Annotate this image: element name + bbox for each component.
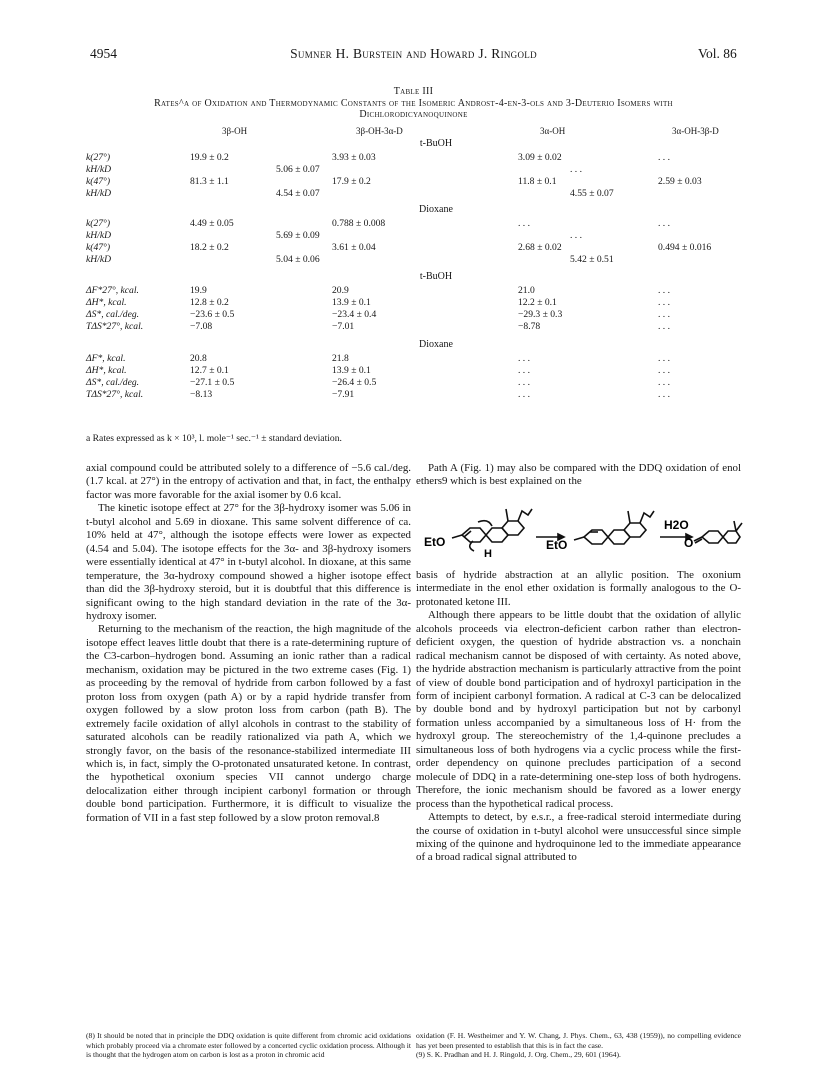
left-column (86, 462, 411, 825)
hydrogen-label: H (484, 548, 492, 560)
table-cell: . . . (518, 353, 530, 364)
table-caption-line1: Rates^a of Oxidation and Thermodynamic Constants of the Isomeric Androst-4-en-3-ols and 3-Deuterio Isomers with (154, 98, 673, 109)
table-row (86, 152, 786, 164)
table-cell: 0.788 ± 0.008 (332, 218, 386, 229)
table-cell: −8.78 (518, 321, 541, 332)
reaction-scheme (418, 497, 743, 569)
row-label: ΔF*27°, kcal. (86, 285, 139, 296)
table-cell: 21.8 (332, 353, 349, 364)
table-cell: −23.4 ± 0.4 (332, 309, 377, 320)
table-cell: 2.59 ± 0.03 (658, 176, 702, 187)
table-row (86, 254, 786, 266)
paragraph: Although there appears to be little doubt that the oxidation of allylic alcohols proceeds via electron-deficient carbon rather than electron-deficient oxygen, the question of hydride abstraction vs. a nonchain radical mechanism cannot be disposed of with certainty. As noted above, the hydride abstraction mechanism is particularly attractive from the point of view of double bond participation and of hydroxyl participation in the form of incipient carbonyl formation. A radical at C-3 can be delocalized by double bond and by hydroxyl participation but not by carbonyl formation unless accompanied by a simultaneous loss of H· from the hydroxyl group. The stereochemistry of the 1,4-quinone precludes a simultaneous loss of both hydrogens via a cyclic process while the first-order dependency on quinone precludes participation of a second molecule of DDQ in a rate-determining one-step loss of both hydrogens. Therefore, the ionic mechanism should be favored as a lower energy process than the hypothetical radical process. (416, 609, 741, 810)
table-cell: 13.9 ± 0.1 (332, 297, 371, 308)
row-label: TΔS*27°, kcal. (86, 389, 144, 400)
page-number: 4954 (90, 46, 117, 61)
table-cell: . . . (658, 353, 670, 364)
footnote: oxidation (F. H. Westheimer and Y. W. Chang, J. Phys. Chem., 63, 438 (1959)), no compelling evidence has yet been presented to establish that this is in fact the case. (416, 1031, 741, 1050)
table-cell: . . . (658, 365, 670, 376)
table-cell: 4.49 ± 0.05 (190, 218, 234, 229)
row-label: ΔS*, cal./deg. (86, 309, 140, 320)
table-cell: . . . (658, 152, 670, 163)
solvent-heading: Dioxane (419, 339, 453, 350)
paragraph: axial compound could be attributed solely to a difference of −5.6 cal./deg. (1.7 kcal. at 27°) in the entropy of activation and that, in fact, the enthalpy factor was more favorable for the axial isomer by 0.6 kcal. (86, 462, 411, 501)
row-label: k(47°) (86, 242, 111, 253)
isotope-ratio-cell: 5.69 ± 0.09 (276, 230, 320, 241)
table-cell: . . . (518, 365, 530, 376)
solvent-heading: t-BuOH (419, 138, 453, 149)
solvent-heading: t-BuOH (419, 271, 453, 282)
paragraph: Attempts to detect, by e.s.r., a free-radical steroid intermediate during the course of oxidation in t-butyl alcohol were unsuccessful since simple mixing of the quinone and hydroquinone led to the immediate appearance of a broad radical signal attributed to (416, 811, 741, 864)
table-cell: −27.1 ± 0.5 (190, 377, 235, 388)
eto-label-right: EtO (546, 538, 568, 552)
row-label: kH/kD (86, 188, 112, 199)
row-label: k(47°) (86, 176, 111, 187)
solvent-heading: Dioxane (419, 204, 453, 215)
isotope-ratio-cell: 4.55 ± 0.07 (570, 188, 614, 199)
table-label: Table III (393, 86, 434, 97)
table-cell: 17.9 ± 0.2 (332, 176, 371, 187)
table-cell: −29.3 ± 0.3 (518, 309, 563, 320)
row-label: k(27°) (86, 152, 111, 163)
table-row (86, 321, 786, 333)
row-label: kH/kD (86, 254, 112, 265)
table-cell: 3.61 ± 0.04 (332, 242, 376, 253)
row-label: ΔF*, kcal. (86, 353, 126, 364)
table-row (86, 377, 786, 389)
table-cell: −7.91 (332, 389, 355, 400)
table-row (86, 365, 786, 377)
table-cell: . . . (518, 218, 530, 229)
table-cell: −26.4 ± 0.5 (332, 377, 377, 388)
isotope-ratio-cell: 5.06 ± 0.07 (276, 164, 320, 175)
table-cell: . . . (658, 377, 670, 388)
isotope-ratio-cell: . . . (570, 164, 582, 175)
table-row (86, 164, 786, 176)
table-cell: 12.8 ± 0.2 (190, 297, 229, 308)
table-cell: . . . (518, 377, 530, 388)
isotope-ratio-cell: 4.54 ± 0.07 (276, 188, 320, 199)
ketone-oxygen-label: O (684, 536, 694, 550)
table-cell: . . . (518, 389, 530, 400)
table-cell: . . . (658, 218, 670, 229)
table-cell: . . . (658, 321, 670, 332)
table-footnote: a Rates expressed as k × 10³, l. mole⁻¹ sec.⁻¹ ± standard deviation. (86, 433, 342, 444)
table-cell: 3.09 ± 0.02 (518, 152, 562, 163)
table-caption-line2: Dichlorodicyanoquinone (359, 109, 468, 120)
footnote: (9) S. K. Pradhan and H. J. Ringold, J. Org. Chem., 29, 601 (1964). (416, 1050, 621, 1059)
eto-label-left: EtO (424, 535, 446, 549)
table-cell: −8.13 (190, 389, 213, 400)
table-cell: . . . (658, 389, 670, 400)
table-row (86, 188, 786, 200)
table-row (86, 176, 786, 188)
table-cell: 2.68 ± 0.02 (518, 242, 562, 253)
table-cell: 18.2 ± 0.2 (190, 242, 229, 253)
table-cell: 19.9 (190, 285, 207, 296)
row-label: ΔH*, kcal. (86, 297, 127, 308)
table-cell: 20.8 (190, 353, 207, 364)
paragraph: Returning to the mechanism of the reaction, the high magnitude of the isotope effect leaves little doubt that there is a rate-determining rupture of the C3-carbon–hydrogen bond. Assuming an ionic rather than a radical mechanism, oxidation may be pictured in the two extreme cases (Fig. 1) as proceeding by the removal of hydride from carbon followed by a fast proton loss from oxygen (path A) or by a rapid hydride transfer from oxygen followed by a slow proton loss from carbon (path B). The extremely facile oxidation of allyl alcohols in contrast to the stability of saturated alcohols can be readily rationalized via path A, which we strongly favor, on the basis of the resonance-stabilized intermediate III which is, in fact, simply the O-protonated unsaturated ketone. In contrast, the hypothetical oxonium species VII cannot undergo charge delocalization either through incipient carbonyl formation or through double bond participation. Furthermore, it is difficult to visualize the formation of VII in a fast step followed by a slow proton removal.8 (86, 623, 411, 824)
table-cell: . . . (658, 297, 670, 308)
table-row (86, 230, 786, 242)
table-cell: 3.93 ± 0.03 (332, 152, 376, 163)
table-cell: 20.9 (332, 285, 349, 296)
table-row (86, 285, 786, 297)
footnotes-left: (8) It should be noted that in principle the DDQ oxidation is quite different from chromic acid oxidations which probably proceed via a chromate ester followed by a concerted cyclic oxidation process. Although it is thought that the hydrogen atom on carbon is lost as a proton in chromic acid (86, 1031, 411, 1059)
table-cell: −23.6 ± 0.5 (190, 309, 235, 320)
running-head-authors: Sumner H. Burstein and Howard J. Ringold (290, 46, 537, 61)
table-cell: −7.08 (190, 321, 213, 332)
table-cell: 0.494 ± 0.016 (658, 242, 712, 253)
isotope-ratio-cell: 5.42 ± 0.51 (570, 254, 614, 265)
table-cell: −7.01 (332, 321, 355, 332)
table-cell: 13.9 ± 0.1 (332, 365, 371, 376)
column-header: 3α-OH (540, 126, 566, 136)
table-cell: . . . (658, 285, 670, 296)
isotope-ratio-cell: 5.04 ± 0.06 (276, 254, 320, 265)
table-row (86, 218, 786, 230)
row-label: kH/kD (86, 164, 112, 175)
column-header: 3β-OH (222, 126, 248, 136)
table-row (86, 297, 786, 309)
isotope-ratio-cell: . . . (570, 230, 582, 241)
paragraph: The kinetic isotope effect at 27° for the 3β-hydroxy isomer was 5.06 in t-butyl alcohol and 5.69 in dioxane. This same solvent difference of ca. 10% held at 47°, although the isotope effects were lower as expected (4.54 and 5.04). The isotope effects for the 3α- and 3β-hydroxy isomers were essentially identical at 47° in t-butyl alcohol. In dioxane, at this same temperature, the 3α-hydroxy compound showed a higher isotope effect than did the 3β-hydroxy steroid, but it is doubtful that this difference is significant owing to the high standard deviation in the rate of the 3α-hydroxy isomer. (86, 502, 411, 622)
data-table (86, 126, 786, 436)
row-label: k(27°) (86, 218, 111, 229)
paragraph: Path A (Fig. 1) may also be compared with the DDQ oxidation of enol ethers9 which is best explained on the (416, 462, 741, 488)
table-cell: 81.3 ± 1.1 (190, 176, 229, 187)
table-row (86, 309, 786, 321)
table-cell: 19.9 ± 0.2 (190, 152, 229, 163)
table-row (86, 242, 786, 254)
table-cell: 21.0 (518, 285, 535, 296)
table-cell: 12.2 ± 0.1 (518, 297, 557, 308)
row-label: TΔS*27°, kcal. (86, 321, 144, 332)
water-reagent-label: H2O (664, 518, 689, 532)
volume-label: Vol. 86 (698, 46, 737, 61)
column-header: 3α-OH-3β-D (672, 126, 719, 136)
table-row (86, 353, 786, 365)
row-label: ΔS*, cal./deg. (86, 377, 140, 388)
footnotes-right (416, 1031, 741, 1060)
table-cell: . . . (658, 309, 670, 320)
paragraph: basis of hydride abstraction at an allylic position. The oxonium intermediate in the enol ether oxidation is formally analogous to the O-protonated ketone III. (416, 568, 741, 608)
ring-c (502, 521, 524, 535)
table-cell: 11.8 ± 0.1 (518, 176, 557, 187)
table-row (86, 389, 786, 401)
column-header: 3β-OH-3α-D (356, 126, 403, 136)
row-label: kH/kD (86, 230, 112, 241)
row-label: ΔH*, kcal. (86, 365, 127, 376)
table-cell: 12.7 ± 0.1 (190, 365, 229, 376)
